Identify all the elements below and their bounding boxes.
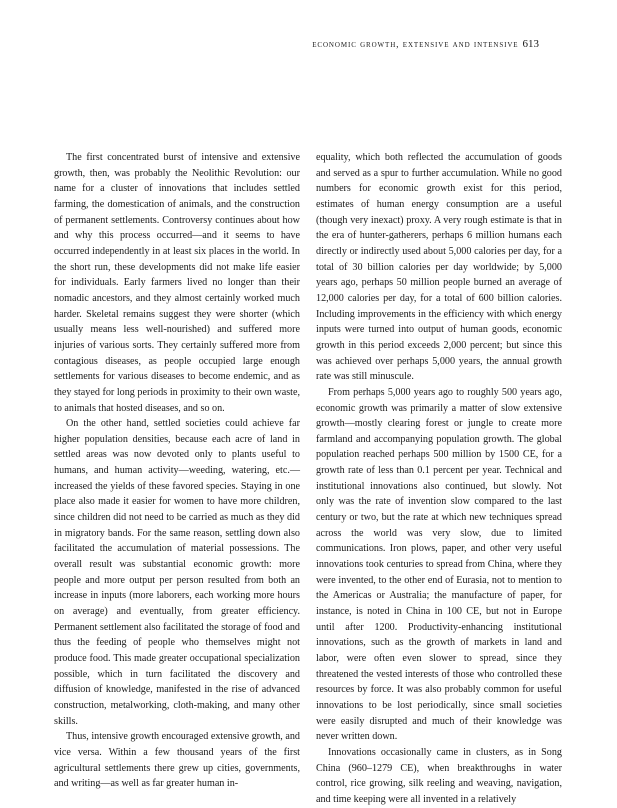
paragraph: The first concentrated burst of intensive and extensive growth, then, was probably the Neolithic Revolution: our name for a cluster of innovations that includes settled farming, the domestication of animals, and the construction of permanent settlements. Controversy continues about how and why this process occurred—and it seems to have occurred independently in at least six places in the world. In the short run, these developments did not make life easier for individuals. Early farmers lived no longer than their nomadic ancestors, and they almost certainly worked much harder. Skeletal remains suggest they were shorter (which usually means less well-nourished) and suffered more injuries of various sorts. They certainly suffered more from contagious diseases, as people occupied large enough settlements for various diseases to become endemic, and as they stayed for long periods in proximity to their own waste, to animals that hosted diseases, and so on. [54,152,300,414]
left-column [54,150,300,792]
paragraph: equality, which both reflected the accumulation of goods and served as a spur to further accumulation. While no good numbers for economic growth exist for this period, estimates of human energy consumption are a useful (though very inexact) proxy. A very rough estimate is that in the era of hunter-gatherers, perhaps 6 million humans each directly or indirectly used about 5,000 calories per day, for a total of 30 billion calories per day worldwide; by 5,000 years ago, perhaps 50 million people burned an average of 12,000 calories per day, for a total of 600 billion calories. Including improvements in the efficiency with which energy inputs were turned into output of human goods, economic growth in this period exceeds 2,000 percent; but since this was achieved over perhaps 5,000 years, the annual growth rate was still minuscule. [316,152,562,383]
running-head [312,38,539,50]
page-number: 613 [522,38,539,50]
paragraph: On the other hand, settled societies could achieve far higher population densities, because each acre of land in settled areas was now devoted only to plants useful to humans, and human activity—weeding, watering, etc.—increased the yields of these favored species. Staying in one place also made it easier for women to have more children, since children did not need to be carried as much as they did in migratory bands. For the same reason, settling down also facilitated the accumulation of material possessions. The overall result was substantial economic growth: more people and more output per person resulted from both an increase in inputs (more laborers, each working more hours on average) and eventually, from greater efficiency. Permanent settlement also facilitated the storage of food and thus the feeding of people who themselves might not produce food. This made greater occupational specialization possible, which in turn facilitated the discovery and diffusion of knowledge, manifested in the rise of advanced construction, metalworking, cloth-making, and many other skills. [54,418,300,727]
paragraph: Thus, intensive growth encouraged extensive growth, and vice versa. Within a few thousand years of the first agricultural settlements there grew up cities, governments, and writing—as well as far greater human in- [54,731,300,790]
paragraph: From perhaps 5,000 years ago to roughly 500 years ago, economic growth was primarily a matter of slow extensive growth—mostly clearing forest or jungle to create more farmland and accompanying population growth. The global population reached perhaps 500 million by 1500 CE, for a growth rate of less than 0.1 percent per year. Technical and institutional innovations also continued, but slowly. Not only was the rate of invention slow compared to the last century or two, but the rate at which new techniques spread across the world was very slow, due to limited communications. Iron plows, paper, and other very useful innovations took centuries to spread from China, where they were invented, to the other end of Eurasia, not to mention to the Americas or Australia; the manufacture of paper, for instance, is noted in China in 100 CE, but not in Europe until after 1200. Productivity-enhancing institutional innovations, such as the growth of markets in land and labor, were often even slower to spread, since they threatened the vested interests of those who controlled these resources by force. It was also probably common for useful innovations to be lost periodically, since small societies were easily disrupted and much of their knowledge was never written down. [316,386,562,743]
paragraph: Innovations occasionally came in clusters, as in Song China (960–1279 CE), when breakthroughs in water control, rice growing, silk reeling and weaving, navigation, and time keeping were all invented in a relatively [316,746,562,805]
running-title: economic growth, extensive and intensive [312,39,519,50]
right-column [316,150,562,808]
